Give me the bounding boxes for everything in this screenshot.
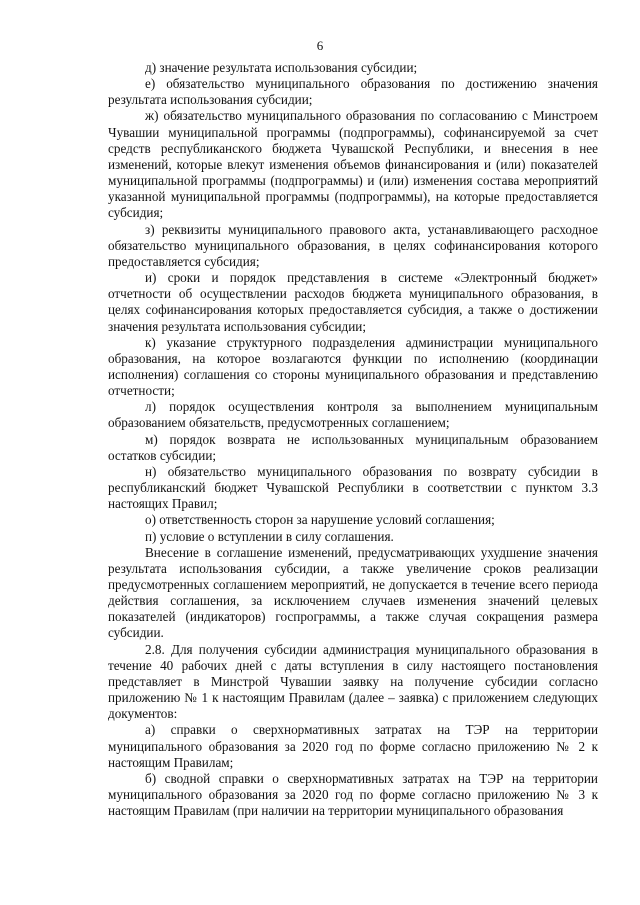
paragraph-zh: ж) обязательство муниципального образования по согласованию с Минстроем Чувашии муниципальной программы (подпрограммы), софинансируемой за счет средств республиканского бюджета Чувашской Республики, и внесения в нее изменений, которые влекут изменения объемов финансирования и (или) показателей муниципальной программы (подпрограммы) и (или) изменения состава мероприятий указанной муниципальной программы (подпрограммы), на которые предоставляется субсидия; [108, 108, 598, 221]
paragraph-amendments: Внесение в соглашение изменений, предусматривающих ухудшение значения результата использования субсидии, а также увеличение сроков реализации предусмотренных соглашением мероприятий, не допускается в течение всего периода действия соглашения, за исключением случаев изменения значений целевых показателей (индикаторов) госпрограммы, а также случая сокращения размера субсидии. [108, 544, 598, 641]
paragraph-b: б) сводной справки о сверхнормативных затратах на ТЭР на территории муниципального образования за 2020 год по форме согласно приложению № 3 к настоящим Правилам (при наличии на территории муниципального образования [108, 770, 598, 819]
paragraph-m: м) порядок возврата не использованных муниципальным образованием остатков субсидии; [108, 431, 598, 463]
paragraph-2-8: 2.8. Для получения субсидии администрация муниципального образования в течение 40 рабочих дней с даты вступления в силу настоящего постановления представляет в Минстрой Чувашии заявку на получение субсидии согласно приложению № 1 к настоящим Правилам (далее – заявка) с приложением следующих документов: [108, 641, 598, 722]
paragraph-z: з) реквизиты муниципального правового акта, устанавливающего расходное обязательство муниципального образования, в целях софинансирования которого предоставляется субсидия; [108, 221, 598, 269]
paragraph-d: д) значение результата использования субсидии; [145, 60, 418, 75]
paragraph-p: п) условие о вступлении в силу соглашения. [145, 528, 394, 544]
paragraph-n: н) обязательство муниципального образования по возврату субсидии в республиканский бюджет Чувашской Республики в соответствии с пунктом 3.3 настоящих Правил; [108, 463, 598, 512]
document-body [108, 60, 598, 819]
paragraph-o: о) ответственность сторон за нарушение условий соглашения; [145, 512, 495, 528]
paragraph-l: л) порядок осуществления контроля за выполнением муниципальным образованием обязательств, предусмотренных соглашением; [108, 399, 598, 431]
page-number: 6 [316, 38, 324, 53]
paragraph-k: к) указание структурного подразделения администрации муниципального образования, на которое возлагаются функции по исполнению (координации исполнения) соглашения со стороны муниципального образования и представлению отчетности; [108, 334, 598, 399]
paragraph-i: и) сроки и порядок представления в системе «Электронный бюджет» отчетности об осуществлении расходов бюджета муниципального образования, в целях софинансирования которых предоставляется субсидия, а также о достижении значения результата использования субсидии; [108, 270, 598, 334]
paragraph-e: е) обязательство муниципального образования по достижению значения результата использования субсидии; [108, 76, 598, 108]
paragraph-a: а) справки о сверхнормативных затратах на ТЭР на территории муниципального образования за 2020 год по форме согласно приложению № 2 к настоящим Правилам; [108, 722, 598, 770]
